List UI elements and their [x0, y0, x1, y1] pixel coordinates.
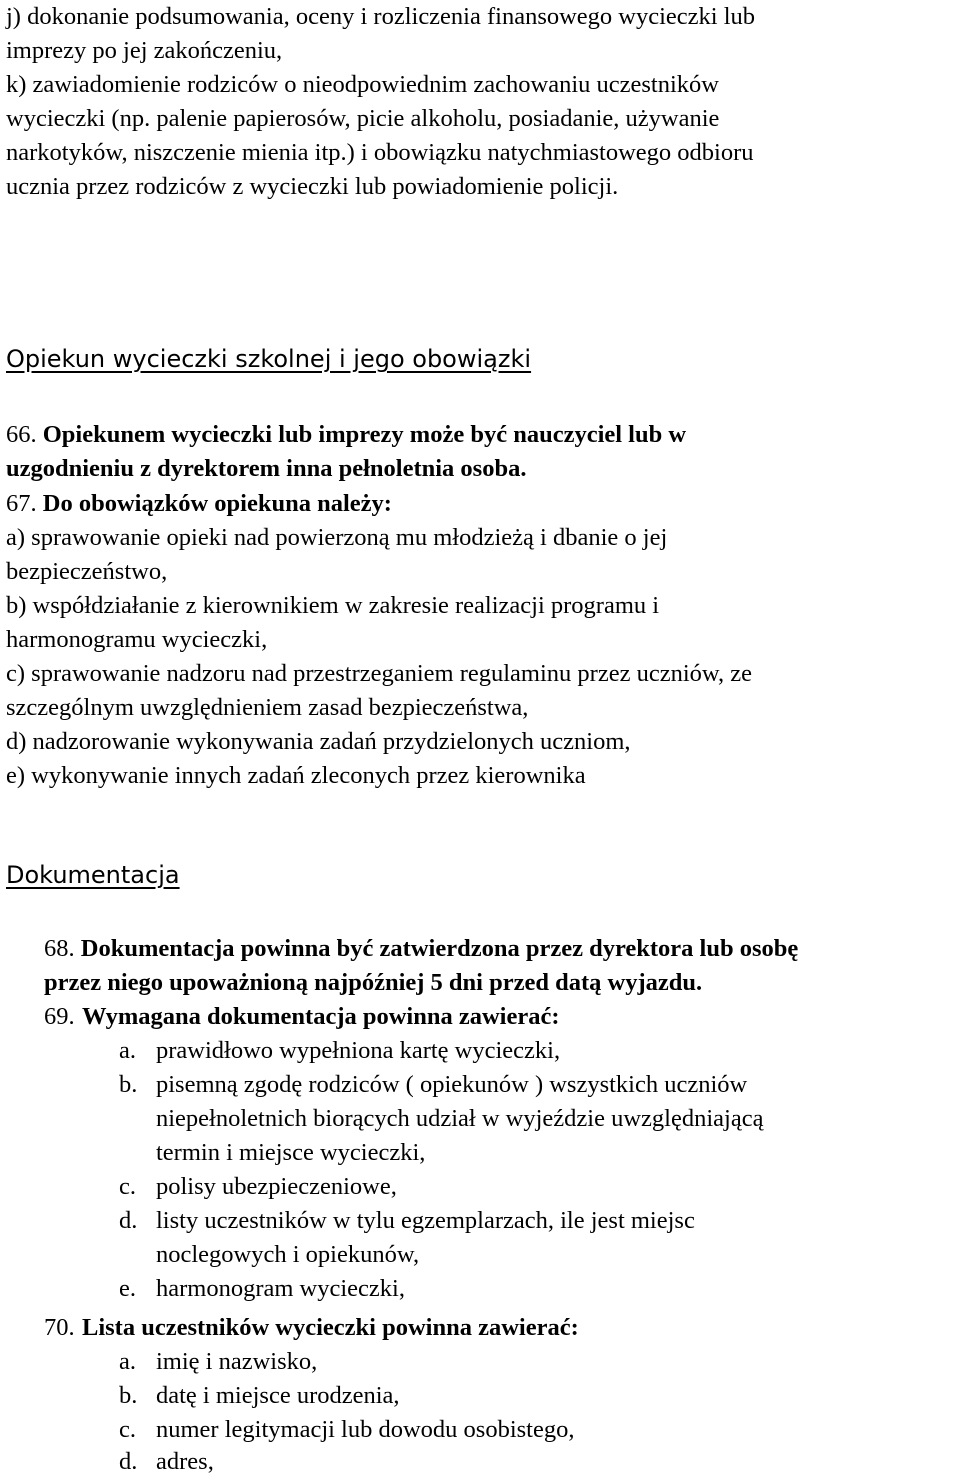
- list-marker: e.: [119, 1275, 136, 1302]
- paragraph-text: Dokumentacja powinna być zatwierdzona przez dyrektora lub osobę: [80, 935, 799, 962]
- text-line: ucznia przez rodziców z wycieczki lub powiadomienie policji.: [6, 173, 619, 200]
- paragraph-title: Do obowiązków opiekuna należy:: [42, 490, 392, 517]
- paragraph-number: 69.: [44, 1003, 75, 1030]
- list-item: prawidłowo wypełniona kartę wycieczki,: [156, 1037, 561, 1064]
- list-marker: d.: [119, 1207, 138, 1234]
- list-item: datę i miejsce urodzenia,: [156, 1382, 400, 1409]
- list-item: noclegowych i opiekunów,: [156, 1241, 420, 1268]
- list-item: niepełnoletnich biorących udział w wyjeździe uwzględniającą: [156, 1105, 764, 1132]
- list-marker: a.: [119, 1037, 136, 1064]
- text-line: narkotyków, niszczenie mienia itp.) i obowiązku natychmiastowego odbioru: [6, 139, 754, 166]
- list-line: szczególnym uwzględnieniem zasad bezpieczeństwa,: [6, 694, 529, 721]
- paragraph-number: 66.: [6, 421, 37, 448]
- list-item: listy uczestników w tylu egzemplarzach, ile jest miejsc: [156, 1207, 695, 1234]
- text-line: wycieczki (np. palenie papierosów, picie alkoholu, posiadanie, używanie: [6, 105, 720, 132]
- paragraph-66: [6, 418, 686, 452]
- text-line: j) dokonanie podsumowania, oceny i rozliczenia finansowego wycieczki lub: [6, 3, 756, 30]
- paragraph-title: Wymagana dokumentacja powinna zawierać:: [82, 1003, 560, 1030]
- list-marker: a.: [119, 1348, 136, 1375]
- list-item: polisy ubezpieczeniowe,: [156, 1173, 397, 1200]
- list-item: numer legitymacji lub dowodu osobistego,: [156, 1416, 575, 1443]
- list-marker: c.: [119, 1416, 136, 1443]
- list-line: e) wykonywanie innych zadań zleconych przez kierownika: [6, 762, 586, 789]
- section-heading-opiekun: Opiekun wycieczki szkolnej i jego obowiązki: [6, 345, 532, 373]
- list-line: harmonogramu wycieczki,: [6, 626, 268, 653]
- paragraph-68: [44, 932, 798, 966]
- list-item: termin i miejsce wycieczki,: [156, 1139, 426, 1166]
- list-item: harmonogram wycieczki,: [156, 1275, 405, 1302]
- list-item: pisemną zgodę rodziców ( opiekunów ) wszystkich uczniów: [156, 1071, 748, 1098]
- list-line: bezpieczeństwo,: [6, 558, 168, 585]
- list-marker: b.: [119, 1382, 138, 1409]
- text-line: k) zawiadomienie rodziców o nieodpowiednim zachowaniu uczestników: [6, 71, 719, 98]
- paragraph-text: uzgodnieniu z dyrektorem inna pełnoletnia osoba.: [6, 455, 527, 482]
- list-marker: b.: [119, 1071, 138, 1098]
- paragraph-text: Opiekunem wycieczki lub imprezy może być nauczyciel lub w: [42, 421, 687, 448]
- list-marker: d.: [119, 1448, 138, 1475]
- paragraph-title: Lista uczestników wycieczki powinna zawierać:: [82, 1314, 579, 1341]
- list-item: imię i nazwisko,: [156, 1348, 318, 1375]
- list-line: c) sprawowanie nadzoru nad przestrzeganiem regulaminu przez uczniów, ze: [6, 660, 752, 687]
- list-marker: c.: [119, 1173, 136, 1200]
- paragraph-text: przez niego upoważnioną najpóźniej 5 dni przed datą wyjazdu.: [44, 969, 703, 996]
- list-line: b) współdziałanie z kierownikiem w zakresie realizacji programu i: [6, 592, 660, 619]
- section-heading-dokumentacja: Dokumentacja: [6, 861, 180, 889]
- list-line: a) sprawowanie opieki nad powierzoną mu młodzieżą i dbanie o jej: [6, 524, 668, 551]
- list-item: adres,: [156, 1448, 214, 1475]
- list-line: d) nadzorowanie wykonywania zadań przydzielonych uczniom,: [6, 728, 631, 755]
- paragraph-67: [6, 487, 392, 521]
- paragraph-number: 70.: [44, 1314, 75, 1341]
- text-line: imprezy po jej zakończeniu,: [6, 37, 283, 64]
- paragraph-number: 68.: [44, 935, 75, 962]
- paragraph-number: 67.: [6, 490, 37, 517]
